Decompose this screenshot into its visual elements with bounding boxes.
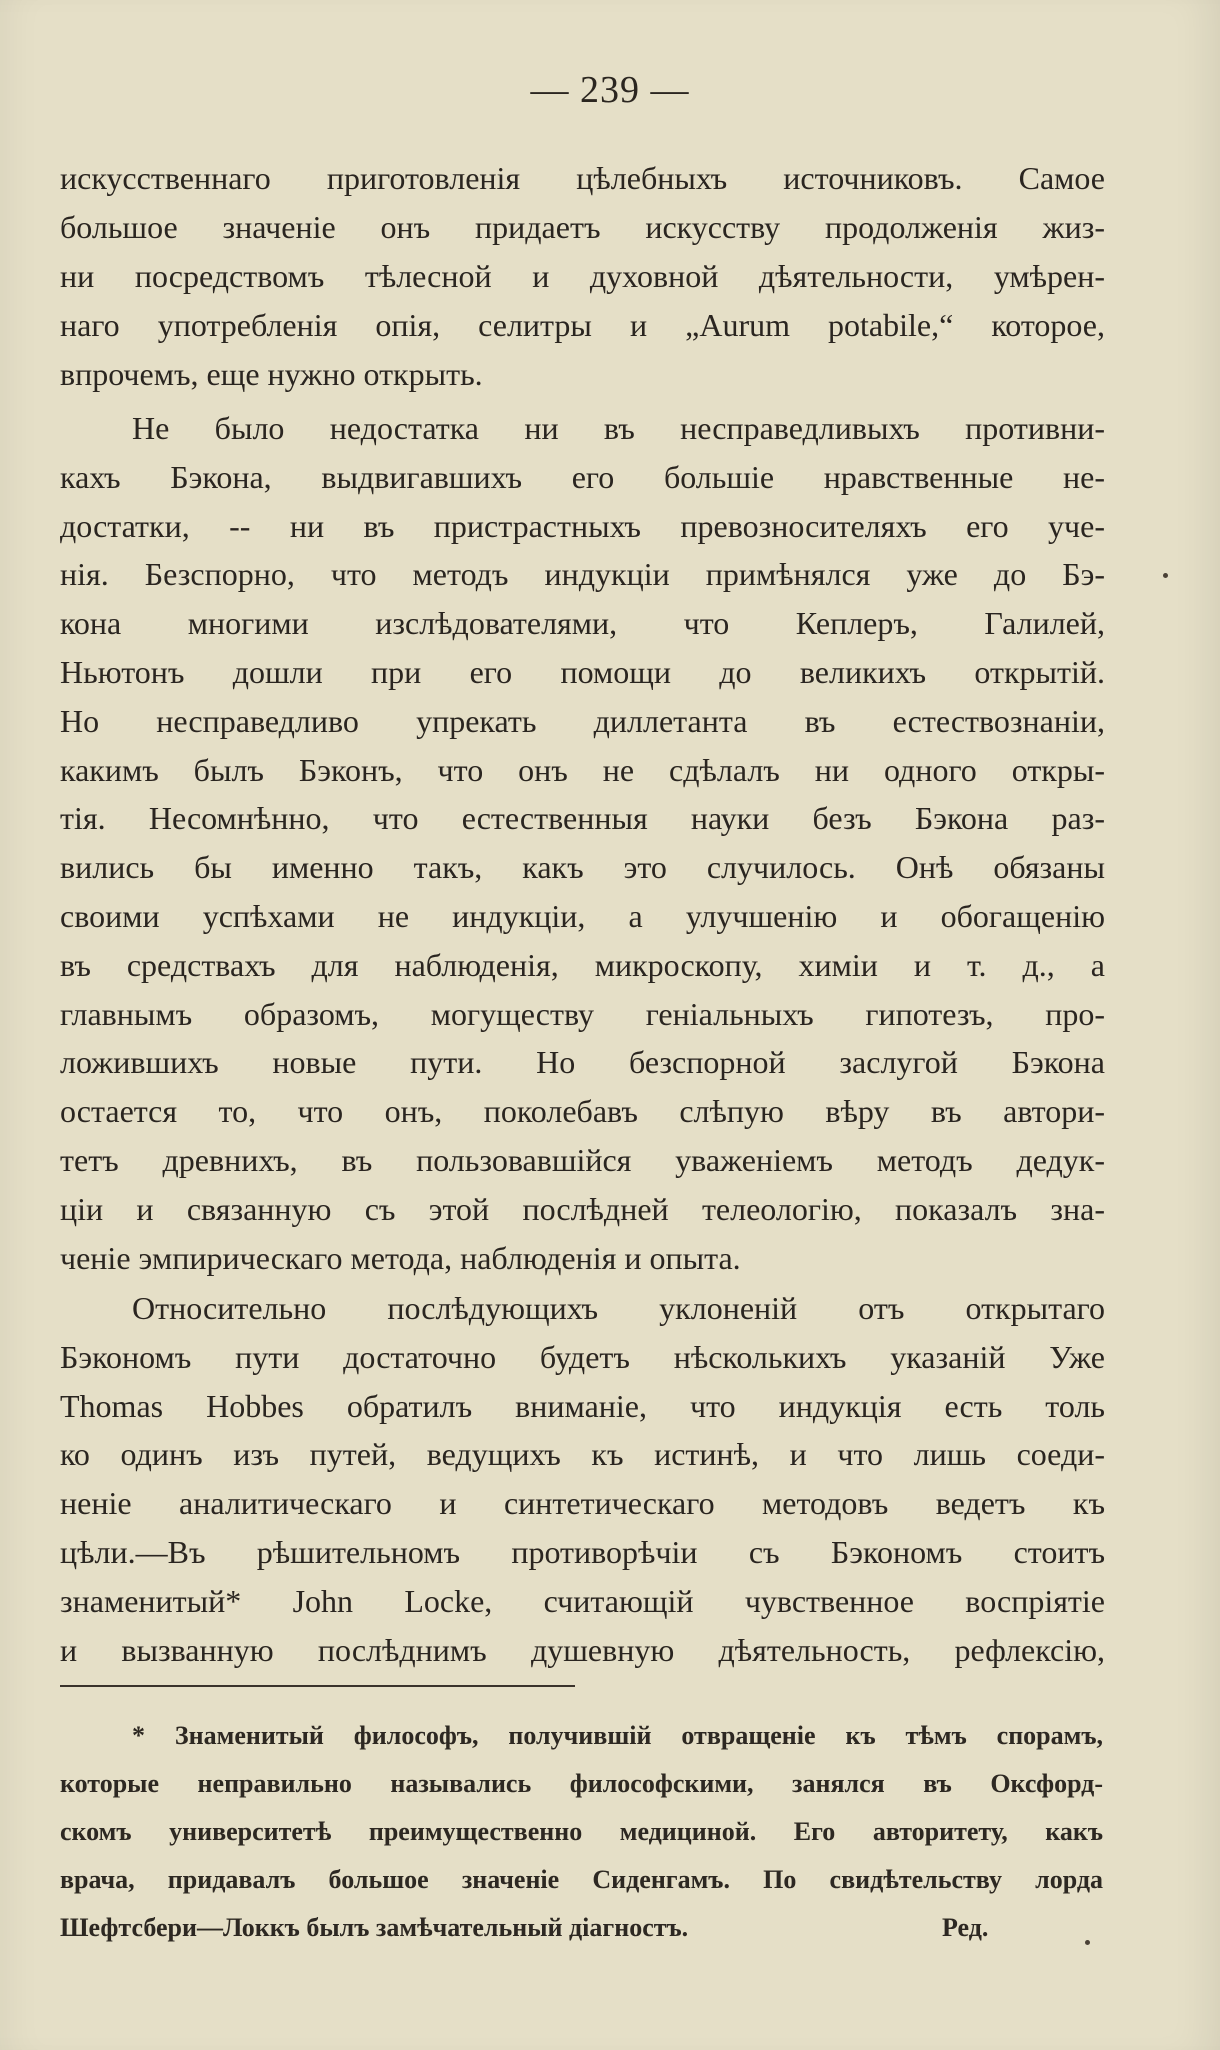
- text-line: вились бы именно такъ, какъ это случилось. Онѣ обязаны: [60, 849, 1105, 886]
- text-line: искусственнаго приготовленія цѣлебныхъ источниковъ. Самое: [60, 160, 1105, 196]
- footnote-line: скомъ университетѣ преимущественно медициной. Его авторитету, какъ: [60, 1817, 1103, 1846]
- paper-speck: [1163, 573, 1168, 578]
- page-number: — 239 —: [530, 69, 690, 111]
- text-line: главнымъ образомъ, могуществу геніальныхъ гипотезъ, про-: [60, 995, 1105, 1032]
- text-line: достатки, -- ни въ пристрастныхъ превозносителяхъ его уче-: [60, 507, 1105, 544]
- text-line: въ средствахъ для наблюденія, микроскопу, химіи и т. д., а: [60, 946, 1105, 983]
- text-line: ченіе эмпирическаго метода, наблюденія и опыта.: [60, 1239, 741, 1276]
- footnote-line: Шефтсбери—Локкъ былъ замѣчательный діагностъ.: [60, 1913, 689, 1942]
- text-line: нія. Безспорно, что методъ индукціи примѣнялся уже до Бэ-: [60, 556, 1105, 593]
- text-line: и вызванную послѣднимъ душевную дѣятельность, рефлексію,: [60, 1631, 1105, 1668]
- footnote-line: врача, придавалъ большое значеніе Сиденгамъ. По свидѣтельству лорда: [60, 1865, 1103, 1894]
- text-line: кона многими изслѣдователями, что Кеплеръ, Галилей,: [60, 605, 1105, 642]
- text-line: какимъ былъ Бэконъ, что онъ не сдѣлалъ ни одного откры-: [60, 751, 1105, 788]
- text-line: своими успѣхами не индукціи, а улучшенію и обогащенію: [60, 898, 1105, 934]
- text-line: ціи и связанную съ этой послѣдней телеологію, показалъ зна-: [60, 1190, 1105, 1227]
- text-line: Ньютонъ дошли при его помощи до великихъ открытій.: [60, 654, 1105, 690]
- text-line: неніе аналитическаго и синтетическаго методовъ ведетъ къ: [60, 1485, 1105, 1522]
- text-line: кахъ Бэкона, выдвигавшихъ его большіе нравственные не-: [60, 458, 1105, 495]
- text-line: Относительно послѣдующихъ уклоненій отъ открытаго: [132, 1290, 1105, 1326]
- text-line: ни посредствомъ тѣлесной и духовной дѣятельности, умѣрен-: [60, 258, 1105, 294]
- footnote-divider: [60, 1685, 575, 1687]
- text-line: большое значеніе онъ придаетъ искусству продолженія жиз-: [60, 209, 1105, 245]
- text-line: Но несправедливо упрекать диллетанта въ естествознаніи,: [60, 702, 1105, 739]
- paper-speck: [1085, 1940, 1090, 1945]
- text-line: Thomas Hobbes обратилъ вниманіе, что индукція есть толь: [60, 1387, 1105, 1424]
- text-line: Не было недостатка ни въ несправедливыхъ противни-: [132, 410, 1105, 446]
- text-line: Бэкономъ пути достаточно будетъ нѣсколькихъ указаній Уже: [60, 1338, 1105, 1375]
- text-line: ложившихъ новые пути. Но безспорной заслугой Бэкона: [60, 1044, 1105, 1081]
- text-line: знаменитый* John Locke, считающій чувственное воспріятіе: [60, 1582, 1105, 1619]
- footnote-line: которые неправильно назывались философскими, занялся въ Оксфорд-: [60, 1769, 1103, 1798]
- text-line: цѣли.—Въ рѣшительномъ противорѣчіи съ Бэкономъ стоитъ: [60, 1534, 1105, 1570]
- footnote-line: * Знаменитый философъ, получившій отвращеніе къ тѣмъ спорамъ,: [132, 1721, 1103, 1750]
- text-line: тія. Несомнѣнно, что естественныя науки безъ Бэкона раз-: [60, 800, 1105, 837]
- text-line: впрочемъ, еще нужно открыть.: [60, 356, 483, 392]
- footnote-author: Ред.: [942, 1913, 989, 1942]
- text-line: наго употребленія опія, селитры и „Aurum potabile,“ которое,: [60, 307, 1105, 343]
- text-line: остается то, что онъ, поколебавъ слѣпую вѣру въ автори-: [60, 1093, 1105, 1130]
- text-line: тетъ древнихъ, въ пользовавшійся уваженіемъ методъ дедук-: [60, 1142, 1105, 1178]
- text-line: ко одинъ изъ путей, ведущихъ къ истинѣ, и что лишь соеди-: [60, 1436, 1105, 1473]
